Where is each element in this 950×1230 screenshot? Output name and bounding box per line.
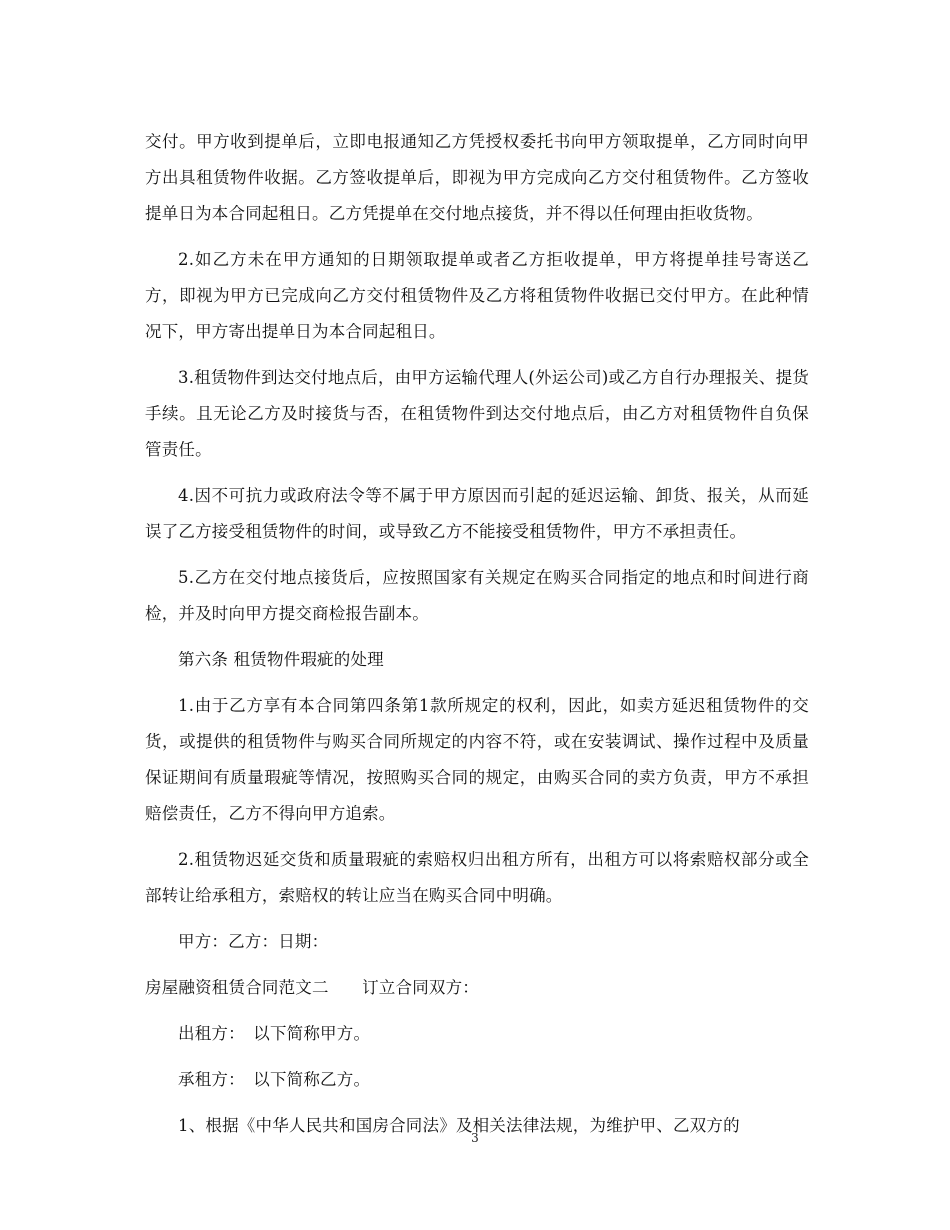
lessor-line: 出租方： 以下简称甲方。	[178, 1024, 371, 1043]
paragraph-clause-5: 5.乙方在交付地点接货后，应按照国家有关规定在购买合同指定的地点和时间进行商检，并及时向甲方提交商检报告副本。	[145, 568, 809, 623]
document-body	[145, 124, 809, 1144]
paragraph-clause-3: 3.租赁物件到达交付地点后，由甲方运输代理人(外运公司)或乙方自行办理报关、提货手续。且无论乙方及时接货与否，在租赁物件到达交付地点后，由乙方对租赁物件自负保管责任。	[145, 368, 809, 459]
paragraph-delivery-continued: 交付。甲方收到提单后，立即电报通知乙方凭授权委托书向甲方领取提单，乙方同时向甲方出具租赁物件收据。乙方签收提单后，即视为甲方完成向乙方交付租赁物件。乙方签收提单日为本合同起租日。乙方凭提单在交付地点接货，并不得以任何理由拒收货物。	[145, 132, 809, 223]
paragraph-new-clause-1: 1、根据《中华人民共和国房合同法》及相关法律法规，为维护甲、乙双方的	[178, 1116, 740, 1135]
paragraph-clause-4: 4.因不可抗力或政府法令等不属于甲方原因而引起的延迟运输、卸货、报关，从而延误了乙方接受租赁物件的时间，或导致乙方不能接受租赁物件，甲方不承担责任。	[145, 486, 809, 541]
second-contract-title-line: 房屋融资租赁合同范文二 订立合同双方：	[145, 978, 479, 997]
section-heading-article-6: 第六条 租赁物件瑕疵的处理	[178, 650, 384, 669]
lessee-line: 承租方： 以下简称乙方。	[178, 1070, 371, 1089]
paragraph-article-6-clause-1: 1.由于乙方享有本合同第四条第1款所规定的权利，因此，如卖方延迟租赁物件的交货，或提供的租赁物件与购买合同所规定的内容不符，或在安装调试、操作过程中及质量保证期间有质量瑕疵等情况，按照购买合同的规定，由购买合同的卖方负责，甲方不承担赔偿责任，乙方不得向甲方追索。	[145, 696, 809, 823]
page-number: 3	[471, 1131, 479, 1145]
paragraph-article-6-clause-2: 2.租赁物迟延交货和质量瑕疵的索赔权归出租方所有，出租方可以将索赔权部分或全部转让给承租方，索赔权的转让应当在购买合同中明确。	[145, 850, 809, 905]
signature-line: 甲方：乙方：日期：	[178, 932, 329, 951]
paragraph-clause-2: 2.如乙方未在甲方通知的日期领取提单或者乙方拒收提单，甲方将提单挂号寄送乙方，即视为甲方已完成向乙方交付租赁物件及乙方将租赁物件收据已交付甲方。在此种情况下，甲方寄出提单日为本合同起租日。	[145, 250, 809, 341]
